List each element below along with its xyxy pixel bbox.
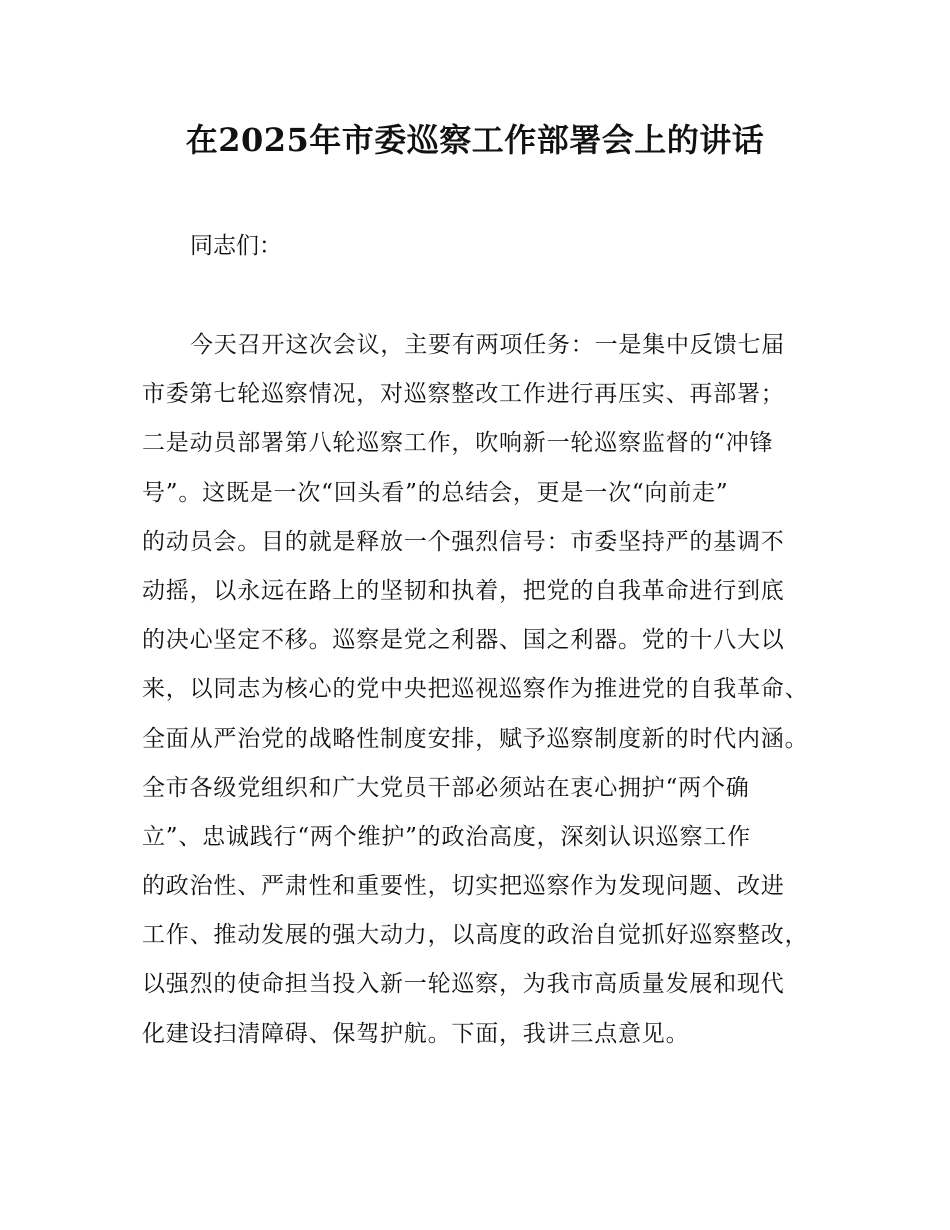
paragraph-line: 立”、忠诚践行“两个维护”的政治高度，深刻认识巡察工作 xyxy=(142,823,751,850)
paragraph-line: 的政治性、严肃性和重要性，切实把巡察作为发现问题、改进 xyxy=(142,873,785,900)
paragraph-line: 的动员会。目的就是释放一个强烈信号：市委坚持严的基调不 xyxy=(142,528,785,555)
paragraph-line: 化建设扫清障碍、保驾护航。下面，我讲三点意见。 xyxy=(142,1020,690,1047)
paragraph-line: 二是动员部署第八轮巡察工作，吹响新一轮巡察监督的“冲锋 xyxy=(142,430,774,457)
paragraph-line: 工作、推动发展的强大动力，以高度的政治自觉抓好巡察整改， xyxy=(142,922,809,949)
paragraph-line: 全面从严治党的战略性制度安排，赋予巡察制度新的时代内涵。 xyxy=(142,725,809,752)
paragraph-line: 今天召开这次会议，主要有两项任务：一是集中反馈七届 xyxy=(190,332,785,358)
paragraph-line: 动摇，以永远在路上的坚韧和执着，把党的自我革命进行到底 xyxy=(142,577,785,604)
paragraph-line: 全市各级党组织和广大党员干部必须站在衷心拥护“两个确 xyxy=(142,774,750,801)
paragraph-line: 市委第七轮巡察情况，对巡察整改工作进行再压实、再部署； xyxy=(142,381,785,408)
document-title: 在2025年市委巡察工作部署会上的讲话 xyxy=(185,121,765,159)
paragraph-line: 以强烈的使命担当投入新一轮巡察，为我市高质量发展和现代 xyxy=(142,971,785,998)
greeting: 同志们： xyxy=(190,233,282,259)
paragraph-line: 的决心坚定不移。巡察是党之利器、国之利器。党的十八大以 xyxy=(142,627,785,654)
paragraph-line: 号”。这既是一次“回头看”的总结会，更是一次“向前走” xyxy=(142,479,729,506)
paragraph-line: 来，以同志为核心的党中央把巡视巡察作为推进党的自我革命、 xyxy=(142,676,809,703)
paragraph xyxy=(142,321,822,1059)
